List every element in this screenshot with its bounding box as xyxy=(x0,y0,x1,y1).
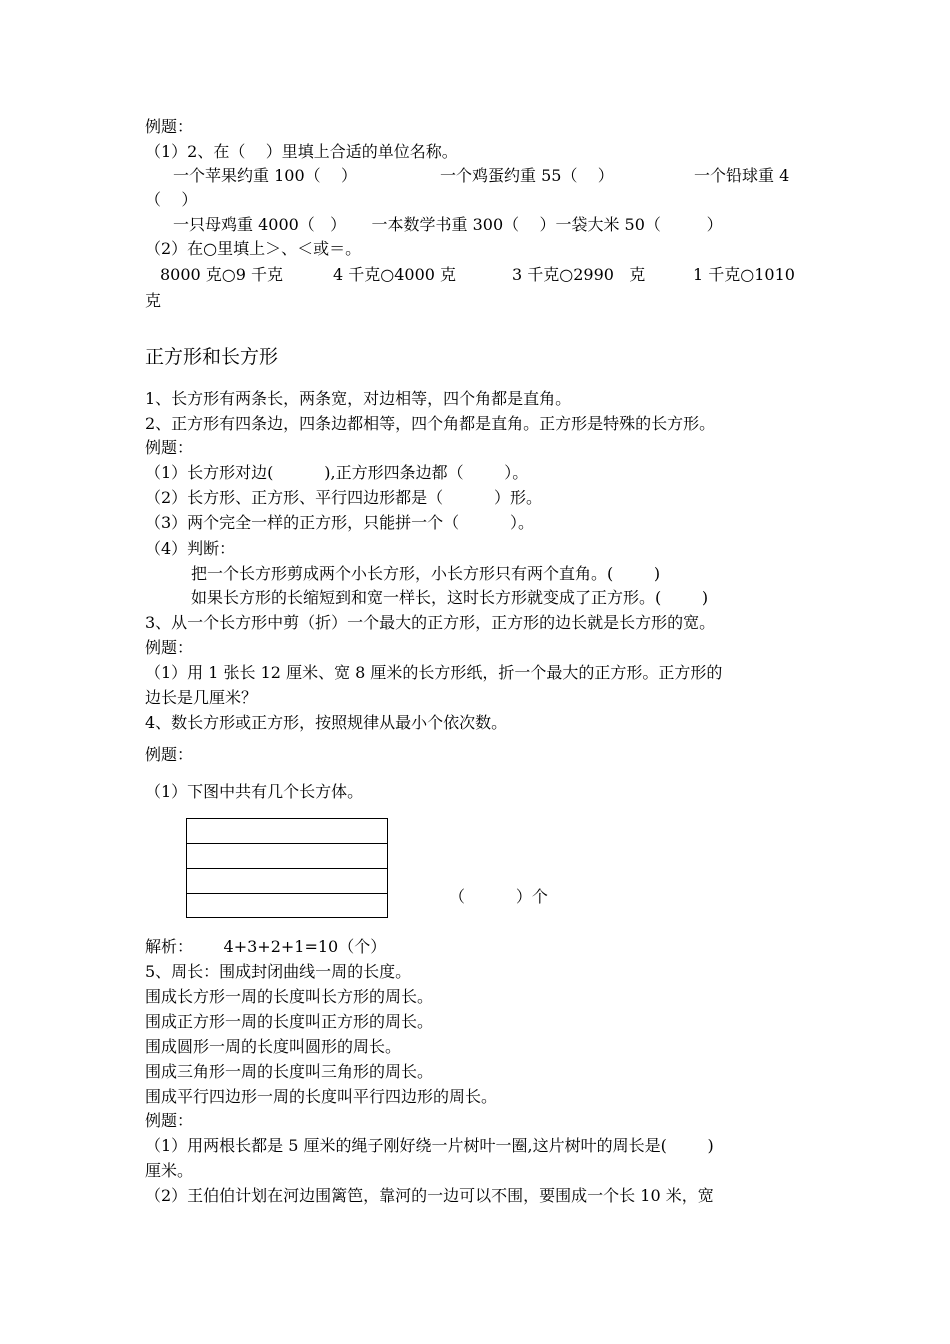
question-title: （1）2、在（ ）里填上合适的单位名称。 xyxy=(145,142,458,161)
exercise-line: （2）王伯伯计划在河边围篱笆，靠河的一边可以不围，要围成一个长 10 米，宽 xyxy=(145,1186,714,1205)
exercise-line: （3）两个完全一样的正方形，只能拼一个（ ）。 xyxy=(145,513,535,532)
divider-line xyxy=(187,868,387,869)
exercise-line: （4）判断： xyxy=(145,539,236,558)
exercise-line: （1）用两根长都是 5 厘米的绳子刚好绕一片树叶一圈,这片树叶的周长是( ) xyxy=(145,1136,714,1155)
compare-wrap: 克 xyxy=(145,291,162,310)
perimeter-line: 围成三角形一周的长度叫三角形的周长。 xyxy=(145,1062,434,1081)
blank-shotput: 一个铅球重 4 xyxy=(694,166,790,185)
exercise-line: （1）长方形对边( ),正方形四条边都（ ）。 xyxy=(145,463,529,482)
blank-apple: 一个苹果约重 100（ ） xyxy=(173,166,357,185)
example-label: 例题： xyxy=(145,745,194,764)
point-3: 3、从一个长方形中剪（折）一个最大的正方形，正方形的边长就是长方形的宽。 xyxy=(145,613,716,632)
exercise-line: 边长是几厘米？ xyxy=(145,688,258,707)
perimeter-line: 围成平行四边形一周的长度叫平行四边形的周长。 xyxy=(145,1087,498,1106)
answer-blank: （ ）个 xyxy=(449,887,548,906)
exercise-line: （1）用 1 张长 12 厘米、宽 8 厘米的长方形纸，折一个最大的正方形。正方形的 xyxy=(145,663,723,682)
judge-item: 如果长方形的长缩短到和宽一样长，这时长方形就变成了正方形。( ) xyxy=(191,588,709,607)
section-title: 正方形和长方形 xyxy=(145,346,279,368)
point-5: 5、周长：围成封闭曲线一周的长度。 xyxy=(145,962,412,981)
compare-item: 3 千克○2990 克 xyxy=(512,265,646,284)
exercise-line: （2）长方形、正方形、平行四边形都是（ ）形。 xyxy=(145,488,543,507)
question-title: （2）在○里填上＞、＜或＝。 xyxy=(145,239,362,258)
point-4: 4、数长方形或正方形，按照规律从最小个依次数。 xyxy=(145,713,508,732)
blank-shotput-wrap: （ ） xyxy=(145,190,198,209)
example-label: 例题： xyxy=(145,1111,194,1130)
perimeter-line: 围成长方形一周的长度叫长方形的周长。 xyxy=(145,987,434,1006)
compare-item: 4 千克○4000 克 xyxy=(333,265,457,284)
perimeter-line: 围成圆形一周的长度叫圆形的周长。 xyxy=(145,1037,402,1056)
divider-line xyxy=(187,893,387,894)
perimeter-line: 围成正方形一周的长度叫正方形的周长。 xyxy=(145,1012,434,1031)
point-2: 2、正方形有四条边，四条边都相等，四个角都是直角。正方形是特殊的长方形。 xyxy=(145,414,716,433)
blank-egg: 一个鸡蛋约重 55（ ） xyxy=(440,166,614,185)
blank-row-2: 一只母鸡重 4000（ ） 一本数学书重 300（ ）一袋大米 50（ ） xyxy=(173,215,723,234)
exercise-line: 厘米。 xyxy=(145,1161,194,1180)
divider-line xyxy=(187,843,387,844)
point-1: 1、长方形有两条长，两条宽，对边相等，四个角都是直角。 xyxy=(145,389,572,408)
compare-item: 8000 克○9 千克 xyxy=(160,265,284,284)
analysis-line: 解析： 4+3+2+1=10（个） xyxy=(145,937,387,956)
example-label: 例题： xyxy=(145,638,194,657)
compare-item: 1 千克○1010 xyxy=(693,265,795,284)
example-label: 例题： xyxy=(145,438,194,457)
example-label: 例题： xyxy=(145,117,194,136)
exercise-line: （1）下图中共有几个长方体。 xyxy=(145,782,364,801)
stacked-rectangles-figure xyxy=(186,818,388,918)
judge-item: 把一个长方形剪成两个小长方形，小长方形只有两个直角。( ) xyxy=(191,564,661,583)
